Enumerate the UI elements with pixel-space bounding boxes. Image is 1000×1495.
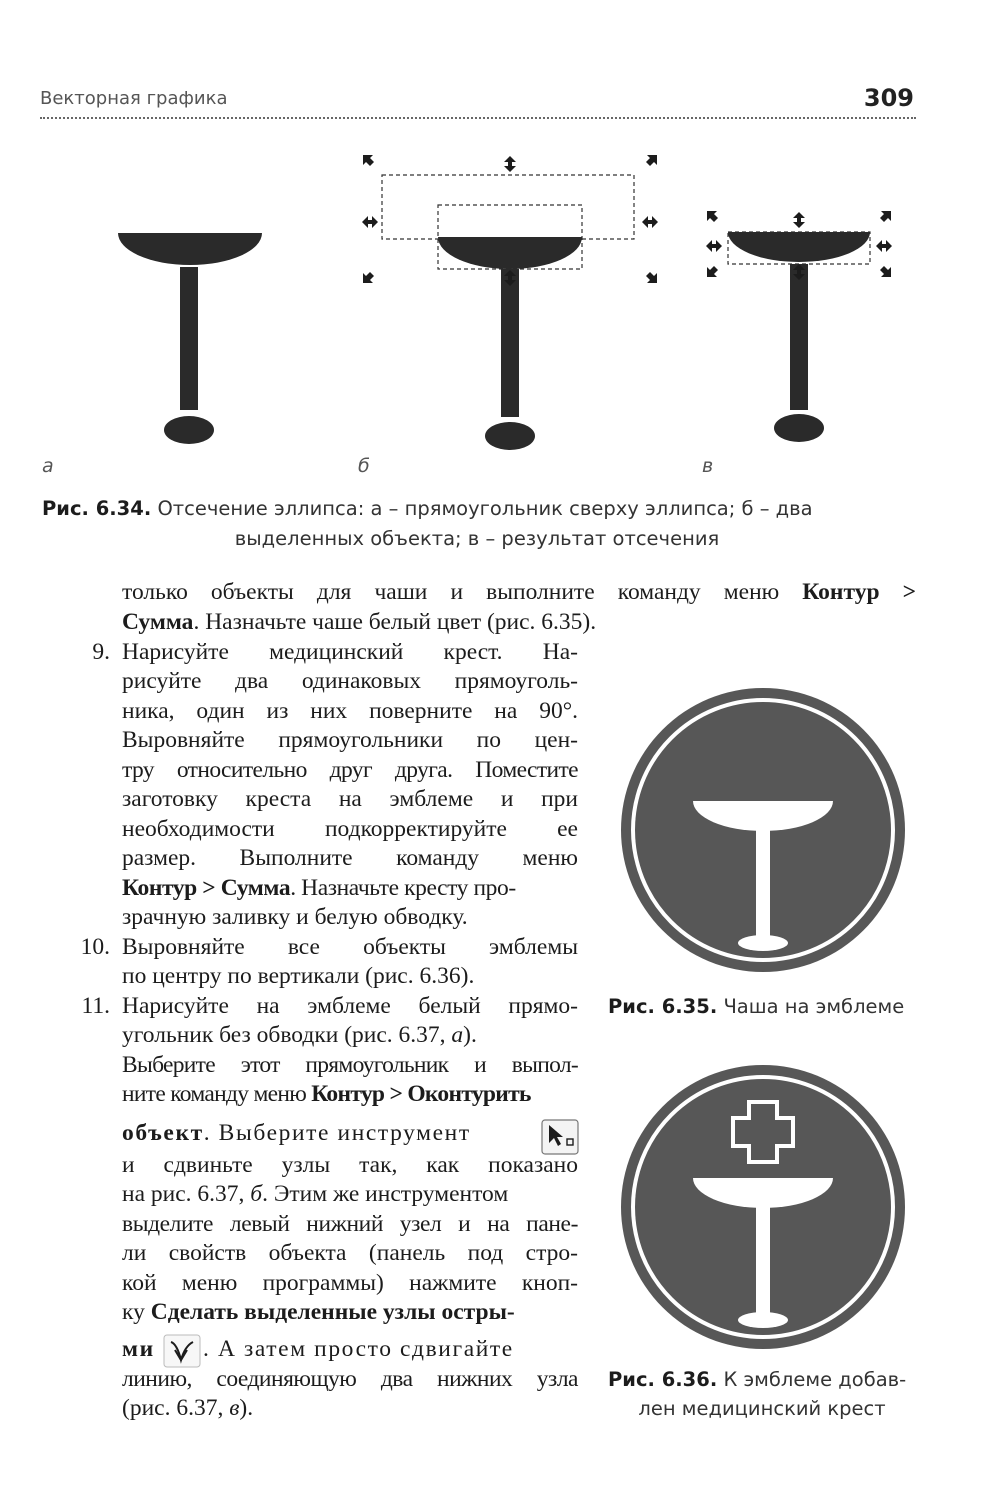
figure-6-35-emblem (618, 685, 908, 975)
intro-line-2 (122, 608, 596, 638)
caption-label: Рис. 6.36. (608, 1368, 718, 1391)
item-11-line (122, 1335, 155, 1365)
caption-line1: Отсечение эллипса: а – прямоугольник сверху эллипса; б – два (157, 497, 813, 520)
figure-6-34-caption-cont: выделенных объекта; в – результат отсечения (234, 527, 720, 550)
item-10-line: Выровняйте все объекты эмблемы (122, 934, 578, 960)
item-11-ref: а (451, 1022, 464, 1048)
resize-arrow-icon (707, 266, 718, 277)
item-9-line: зрачную заливку и белую обводку. (122, 904, 468, 930)
resize-arrow-icon (642, 216, 658, 228)
item-11-line: линию, соединяющую два нижних узла (122, 1366, 578, 1392)
menu-path-outline-object: Контур > Оконтурить (311, 1081, 531, 1107)
figure-panel-b (362, 155, 658, 450)
item-11-line (122, 1021, 578, 1051)
intro-text: . Назначьте чаше белый цвет (рис. 6.35). (193, 609, 597, 635)
intro-line-1 (122, 578, 916, 608)
item-11-line (122, 1394, 253, 1424)
item-11-text: угольник без обводки (рис. 6.37, (122, 1022, 452, 1048)
make-nodes-cusp-icon (163, 1334, 201, 1368)
item-11-line: кой меню программы) нажмите кноп- (122, 1270, 578, 1296)
item-9-line: заготовку креста на эмблеме и при (122, 786, 578, 812)
item-11-ref: в (229, 1395, 240, 1421)
button-name-make-cusp: Сделать выделенные узлы остры- (150, 1299, 515, 1325)
item-9-line (122, 874, 578, 904)
resize-arrow-icon (504, 156, 516, 172)
item-9-number: 9. (92, 639, 110, 665)
item-11-text: ните команду меню (122, 1081, 312, 1107)
resize-arrow-icon (876, 240, 892, 252)
resize-arrow-icon (880, 266, 891, 277)
panel-label-c: в (702, 455, 714, 477)
item-11-number: 11. (81, 993, 110, 1019)
figure-6-36-emblem (618, 1062, 908, 1352)
item-11-line (122, 1298, 578, 1328)
panel-label-b: б (358, 455, 370, 477)
item-11-line: выделите левый нижний узел и на пане- (122, 1211, 578, 1237)
menu-path-object: объект (122, 1120, 204, 1146)
resize-arrow-icon (880, 211, 891, 222)
item-9-line: размер. Выполните команду меню (122, 845, 578, 871)
caption-label: Рис. 6.34. (42, 497, 152, 520)
item-9-line: Выровняйте прямоугольники по цен- (122, 727, 578, 753)
item-11-line: Выберите этот прямоугольник и выпол- (122, 1052, 578, 1078)
intro-text: только объекты для чаши и выполните команду меню (122, 579, 803, 605)
figure-6-36-caption (608, 1368, 906, 1391)
item-10-number: 10. (80, 934, 110, 960)
item-9-line: необходимости подкорректируйте ее (122, 816, 578, 842)
header-divider (40, 117, 916, 119)
item-11-text: (рис. 6.37, (122, 1395, 230, 1421)
item-9-line: тру относительно друг друга. Поместите (122, 757, 578, 783)
figure-6-35-caption (608, 995, 904, 1018)
caption-label: Рис. 6.35. (608, 995, 718, 1018)
resize-arrow-icon (363, 155, 374, 166)
caption-text: К эмблеме добав- (723, 1368, 907, 1391)
resize-arrow-icon (793, 212, 805, 228)
resize-arrow-icon (362, 216, 378, 228)
figure-panel-a (118, 233, 262, 444)
figure-6-34-caption (42, 494, 914, 523)
menu-path-contour: Контур > (802, 579, 916, 605)
item-9-text: . Назначьте кресту про- (290, 875, 516, 901)
figure-panel-c (706, 211, 892, 442)
panel-label-a: а (42, 455, 54, 477)
item-9-line: ника, один из них поверните на 90°. (122, 698, 578, 724)
resize-arrow-icon (707, 211, 718, 222)
item-9-line: Нарисуйте медицинский крест. На- (122, 639, 578, 665)
item-11-text: ). (239, 1395, 254, 1421)
item-9-line: рисуйте два одинаковых прямоуголь- (122, 668, 578, 694)
resize-arrow-icon (706, 240, 722, 252)
item-11-text: на рис. 6.37, (122, 1181, 251, 1207)
menu-path-contour-sum: Контур > Сумма (122, 875, 291, 901)
menu-path-sum: Сумма (122, 609, 194, 635)
item-11-line (122, 1180, 578, 1210)
node-edit-tool-icon (541, 1119, 579, 1155)
resize-arrow-icon (646, 155, 657, 166)
item-11-line: ли свойств объекта (панель под стро- (122, 1240, 578, 1266)
page-number: 309 (863, 84, 914, 112)
button-name-make-cusp: ми (122, 1336, 155, 1362)
resize-arrow-icon (646, 272, 657, 283)
item-11-text: . Выберите инструмент (203, 1120, 471, 1146)
item-11-line: Нарисуйте на эмблеме белый прямо- (122, 993, 578, 1019)
item-11-line: и сдвиньте узлы так, как показано (122, 1152, 578, 1178)
item-11-line (122, 1119, 471, 1149)
item-11-line (122, 1080, 578, 1110)
item-11-text: . Этим же инструментом (262, 1181, 509, 1207)
item-11-text: ку (122, 1299, 151, 1325)
resize-arrow-icon (363, 272, 374, 283)
item-11-ref: б (250, 1181, 263, 1207)
caption-text: Чаша на эмблеме (723, 995, 905, 1018)
figure-6-36-caption-cont: лен медицинский крест (638, 1397, 886, 1420)
item-11-line: . А затем просто сдвигайте (203, 1336, 514, 1362)
item-11-text: ). (463, 1022, 477, 1048)
running-title: Векторная графика (40, 88, 228, 109)
figure-6-34 (100, 148, 920, 458)
item-10-line: по центру по вертикали (рис. 6.36). (122, 963, 475, 989)
